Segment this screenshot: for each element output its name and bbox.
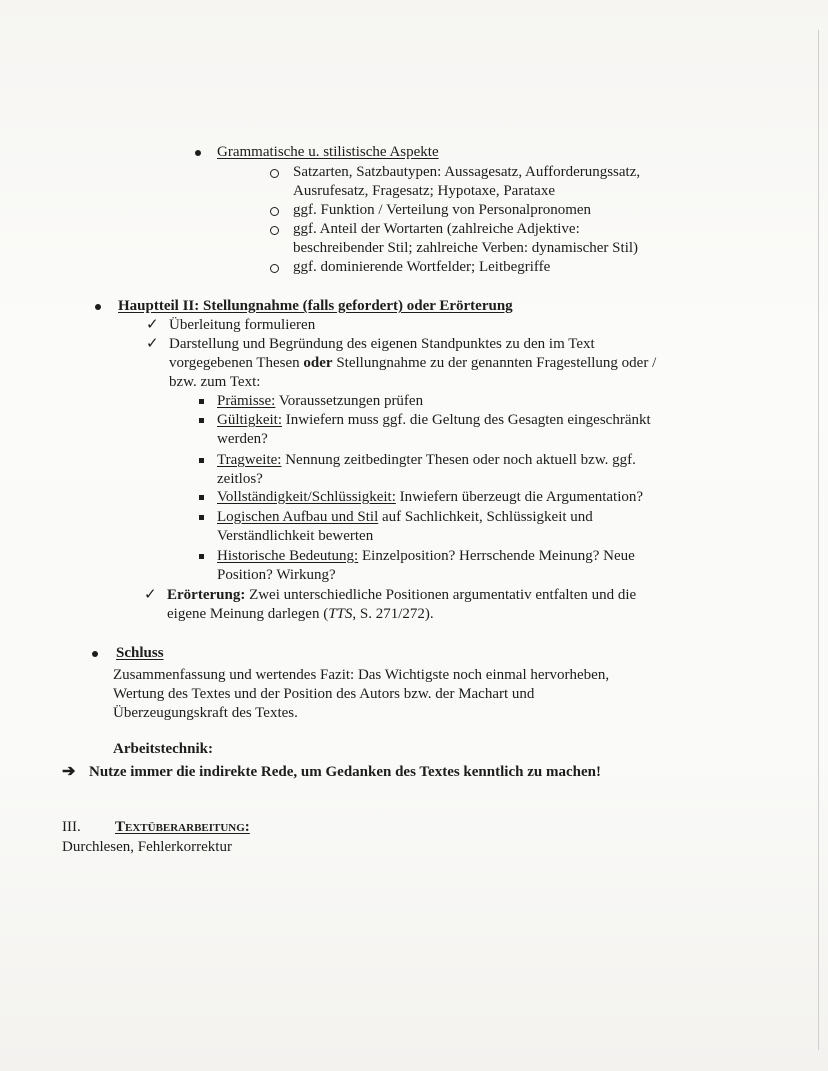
criterion-text: Voraussetzungen prüfen xyxy=(275,393,424,409)
eroerterung-line-2 xyxy=(167,605,434,624)
grammar-item-3-line-2: beschreibender Stil; zahlreiche Verben: dynamischer Stil) xyxy=(293,240,639,256)
eroerterung-reference: TTS xyxy=(328,606,353,622)
criterion-term: Historische Bedeutung: xyxy=(217,548,359,564)
criterion-logischer-aufbau-cont: Verständlichkeit bewerten xyxy=(217,528,374,544)
criterion-text: Nennung zeitbedingter Thesen oder noch aktuell bzw. ggf. xyxy=(281,452,636,468)
circle-bullet-icon xyxy=(270,264,279,273)
criterion-tragweite xyxy=(217,451,636,470)
criterion-text: auf Sachlichkeit, Schlüssigkeit und xyxy=(378,509,593,525)
criterion-term: Logischen Aufbau und Stil xyxy=(217,509,379,525)
arbeitstechnik-tip: Nutze immer die indirekte Rede, um Gedanken des Textes kenntlich zu machen! xyxy=(89,764,601,780)
criterion-text: Inwiefern muss ggf. die Geltung des Gesagten eingeschränkt xyxy=(282,412,651,428)
checkmark-icon: ✓ xyxy=(146,336,159,352)
criterion-praemisse xyxy=(217,392,423,411)
square-bullet-icon xyxy=(199,418,204,423)
check-item-2-oder: oder xyxy=(303,355,333,371)
criterion-term: Prämisse: xyxy=(217,393,276,409)
circle-bullet-icon xyxy=(270,169,279,178)
circle-bullet-icon xyxy=(270,207,279,216)
grammar-item-4: ggf. dominierende Wortfelder; Leitbegriffe xyxy=(293,259,551,275)
criterion-text: Inwiefern überzeugt die Argumentation? xyxy=(395,489,644,505)
bullet-icon xyxy=(92,651,98,657)
page-edge-shadow xyxy=(818,30,819,1050)
schluss-heading: Schluss xyxy=(116,645,164,661)
square-bullet-icon xyxy=(199,495,204,500)
criterion-term: Tragweite: xyxy=(217,452,282,468)
criterion-term: Vollständigkeit/Schlüssigkeit: xyxy=(217,489,396,505)
criterion-tragweite-cont: zeitlos? xyxy=(217,471,263,487)
eroerterung-line-1 xyxy=(167,586,636,605)
checkmark-icon: ✓ xyxy=(146,317,159,333)
criterion-gueltigkeit-cont: werden? xyxy=(217,431,268,447)
section-3-text: Durchlesen, Fehlerkorrektur xyxy=(62,839,232,855)
section-3-number: III. xyxy=(62,819,81,835)
check-item-2-line-2 xyxy=(169,354,656,373)
section-3-title: Textüberarbeitung: xyxy=(115,819,250,835)
bullet-icon xyxy=(195,150,201,156)
schluss-line-3: Überzeugungskraft des Textes. xyxy=(113,705,298,721)
arbeitstechnik-heading: Arbeitstechnik: xyxy=(113,741,213,757)
grammar-item-2: ggf. Funktion / Verteilung von Personalpronomen xyxy=(293,202,592,218)
circle-bullet-icon xyxy=(270,226,279,235)
bullet-icon xyxy=(95,304,101,310)
check-item-2-text-c: Stellungnahme zu der genannten Fragestellung oder / xyxy=(332,355,657,371)
checkmark-icon: ✓ xyxy=(144,587,157,603)
square-bullet-icon xyxy=(199,554,204,559)
criterion-vollstaendigkeit xyxy=(217,488,643,507)
grammar-item-1-line-1: Satzarten, Satzbautypen: Aussagesatz, Aufforderungssatz, xyxy=(293,164,641,180)
grammar-item-3-line-1: ggf. Anteil der Wortarten (zahlreiche Adjektive: xyxy=(293,221,580,237)
criterion-gueltigkeit xyxy=(217,411,651,430)
check-item-1: Überleitung formulieren xyxy=(169,317,316,333)
criterion-historische-bedeutung-cont: Position? Wirkung? xyxy=(217,567,336,583)
criterion-text: Einzelposition? Herrschende Meinung? Neue xyxy=(358,548,635,564)
schluss-line-2: Wertung des Textes und der Position des Autors bzw. der Machart und xyxy=(113,686,535,702)
check-item-2-line-1: Darstellung und Begründung des eigenen Standpunktes zu den im Text xyxy=(169,336,595,352)
arrow-right-icon: ➔ xyxy=(62,763,76,780)
square-bullet-icon xyxy=(199,458,204,463)
square-bullet-icon xyxy=(199,399,204,404)
grammar-item-1-line-2: Ausrufesatz, Fragesatz; Hypotaxe, Parataxe xyxy=(293,183,555,199)
criterion-term: Gültigkeit: xyxy=(217,412,282,428)
eroerterung-cont-a: eigene Meinung darlegen ( xyxy=(167,606,329,622)
eroerterung-cont-b: , S. 271/272). xyxy=(352,606,434,622)
criterion-logischer-aufbau xyxy=(217,508,593,527)
eroerterung-term: Erörterung: xyxy=(167,587,246,603)
schluss-line-1: Zusammenfassung und wertendes Fazit: Das Wichtigste noch einmal hervorheben, xyxy=(113,667,610,683)
grammar-heading: Grammatische u. stilistische Aspekte xyxy=(217,144,439,160)
check-item-2-text-a: vorgegebenen Thesen xyxy=(169,355,304,371)
eroerterung-text: Zwei unterschiedliche Positionen argumentativ entfalten und die xyxy=(245,587,637,603)
hauptteil2-heading: Hauptteil II: Stellungnahme (falls gefordert) oder Erörterung xyxy=(118,298,513,314)
criterion-historische-bedeutung xyxy=(217,547,635,566)
check-item-2-line-3: bzw. zum Text: xyxy=(169,374,261,390)
square-bullet-icon xyxy=(199,515,204,520)
